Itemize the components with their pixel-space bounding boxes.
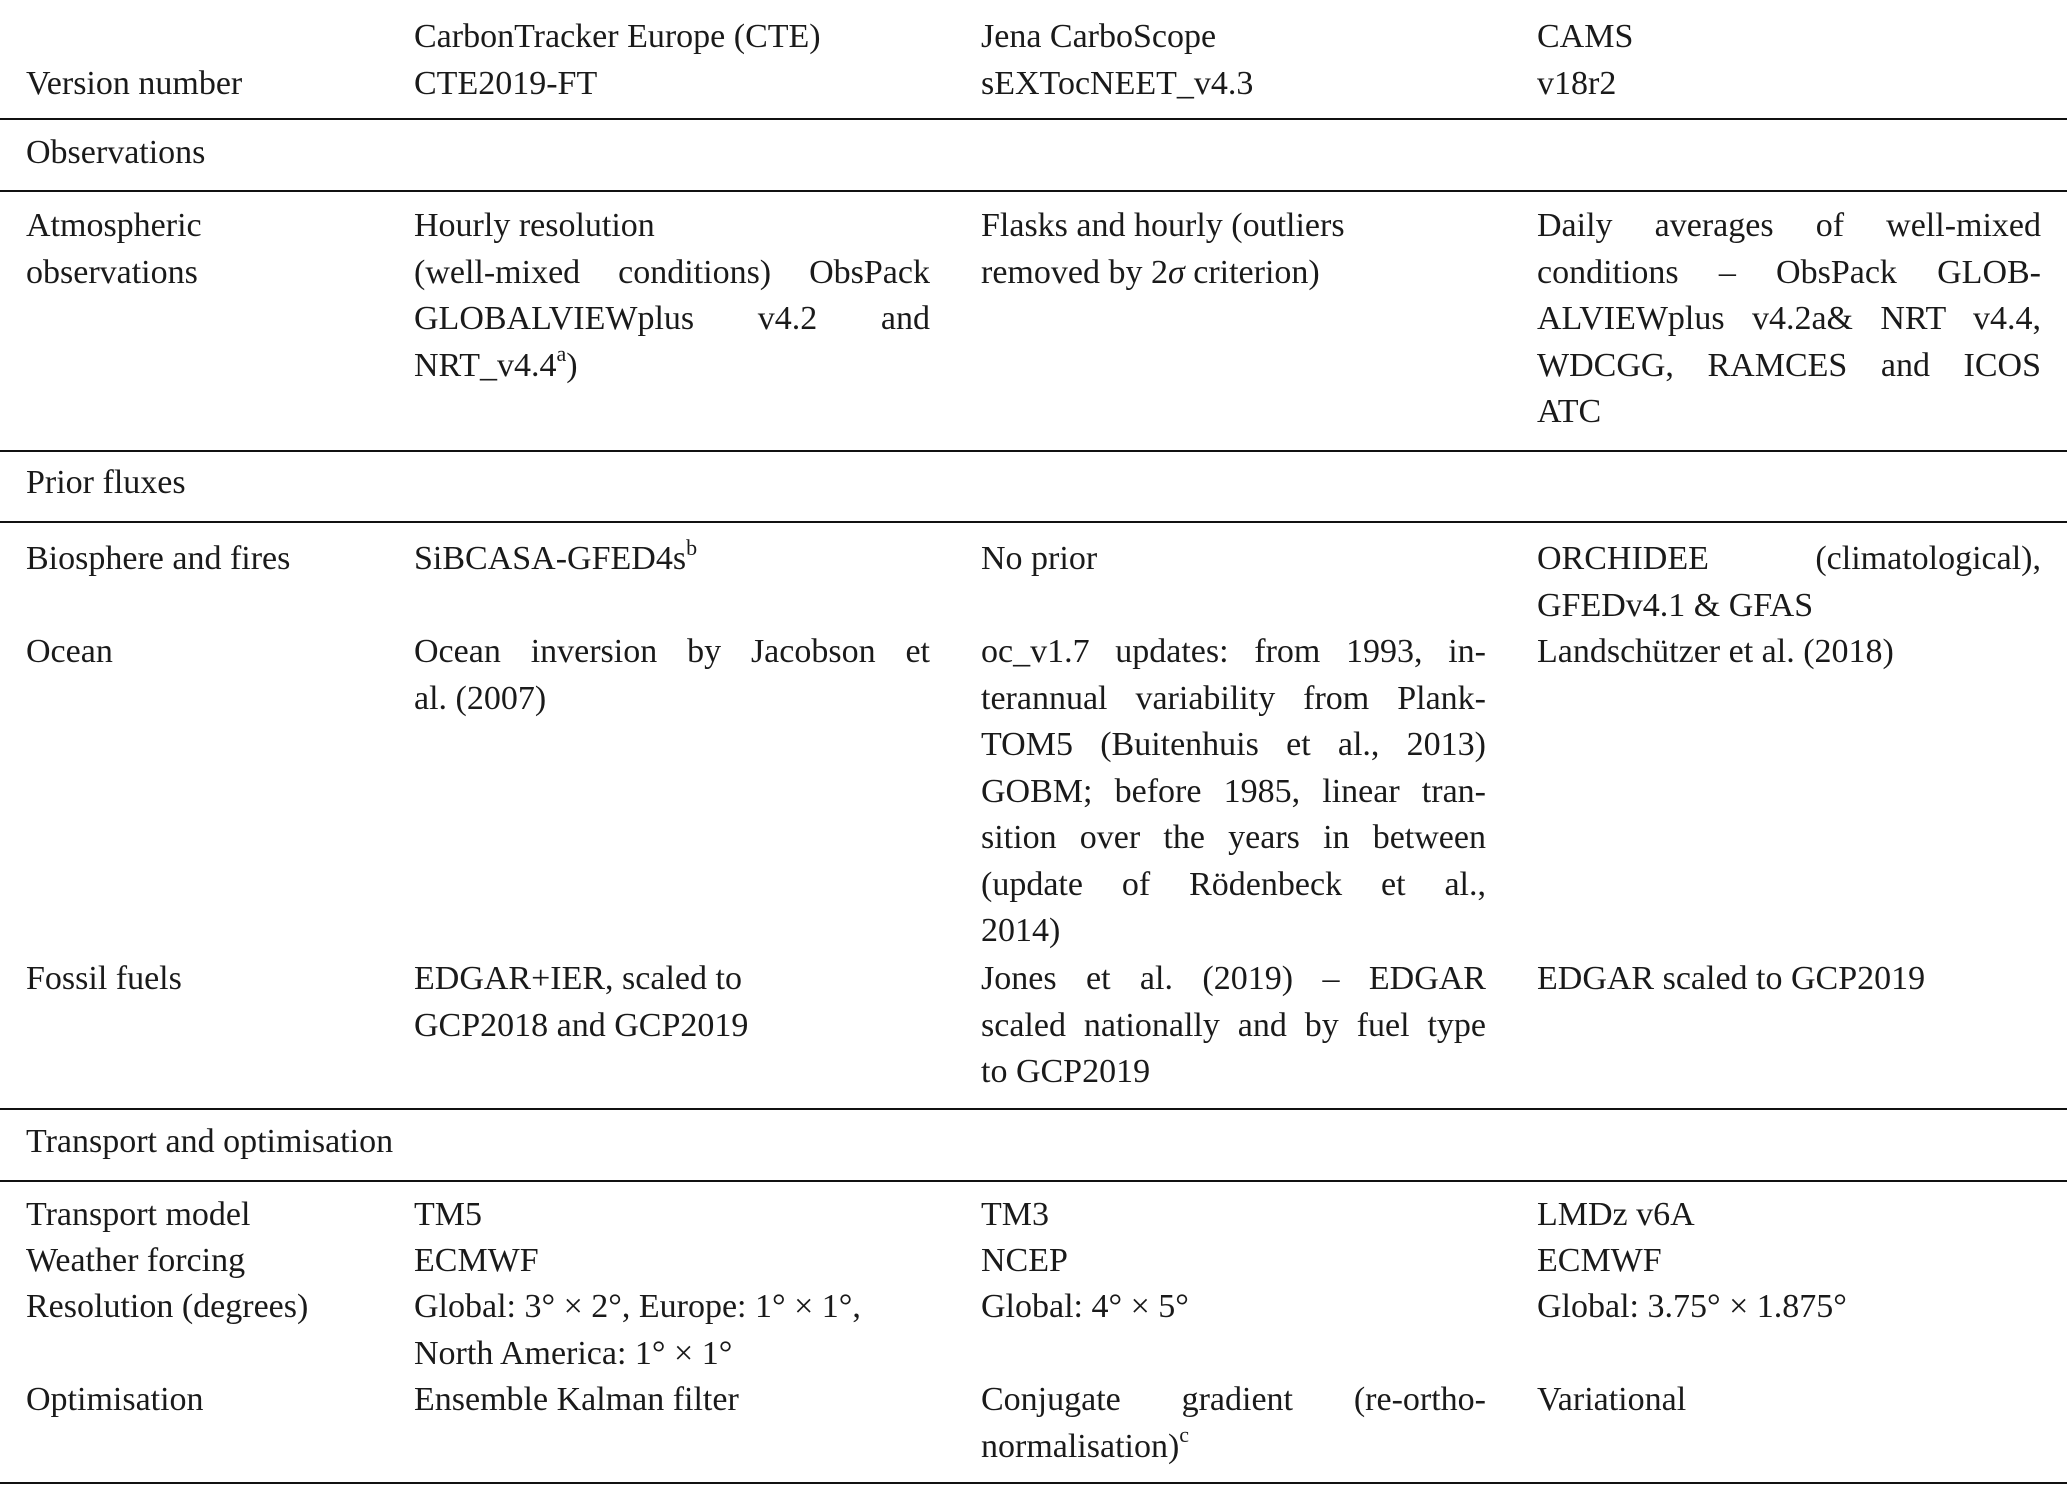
jena-name: Jena CarboScope [981,18,1217,55]
header-jena-cell [981,14,1486,107]
fossil-fuels-label: Fossil fuels [26,960,182,997]
jena-observations: Flasks and hourly (outliers removed by 2σ criterion) [981,207,1345,291]
rule-after-observations [0,450,2067,452]
jena-ocean: oc_v1.7 updates: from 1993, in- terannual variability from Plank- TOM5 (Buitenhuis et al., 2013) GOBM; before 1985, linear tran- sition over the years in between (update of Rödenbeck et al., 2014) [981,633,1486,949]
cte-resolution: Global: 3° × 2°, Europe: 1° × 1°, North America: 1° × 1° [414,1288,861,1372]
header-cams-cell [1537,14,2041,107]
rule-after-header [0,118,2067,120]
cte-transport-model: TM5 [414,1196,482,1233]
jena-weather: NCEP [981,1242,1068,1279]
jena-optimisation: Conjugate gradient (re-ortho- normalisation)$^c$ [981,1381,1486,1465]
cte-observations: Hourly resolution (well-mixed conditions) ObsPack GLOBALVIEWplus v4.2 and NRT_v4.4$^a$) [414,207,930,384]
atmospheric-observations-label: Atmospheric observations [26,207,202,291]
jena-resolution: Global: 4° × 5° [981,1288,1189,1325]
cams-biosphere: ORCHIDEE (climatological), GFEDv4.1 & GFAS [1537,540,2041,624]
cams-fossil: EDGAR scaled to GCP2019 [1537,960,1926,997]
cte-fossil: EDGAR+IER, scaled to GCP2018 and GCP2019 [414,960,749,1044]
jena-transport-model: TM3 [981,1196,1049,1233]
transport-model-label: Transport model [26,1196,251,1233]
header-label-cell [26,14,386,107]
cams-transport-model: LMDz v6A [1537,1196,1695,1233]
rule-after-prior-title [0,521,2067,523]
cams-weather: ECMWF [1537,1242,1662,1279]
section-observations: Observations [26,134,206,171]
rule-bottom [0,1482,2067,1484]
cams-name: CAMS [1537,18,1634,55]
rule-after-transport-title [0,1180,2067,1182]
rule-after-prior [0,1108,2067,1110]
footnote-c: c [1179,1422,1190,1448]
cte-biosphere: SiBCASA-$GFED4s^b$ [414,534,698,577]
cams-observations: Daily averages of well-mixed conditions – ObsPack GLOB- ALVIEWplus v4.2a& NRT v4.4, WDCGG, RAMCES and ICOS ATC [1537,207,2041,430]
footnote-b: b [686,534,698,560]
version-number-label: Version number [26,64,243,102]
cte-weather: ECMWF [414,1242,539,1279]
weather-forcing-label: Weather forcing [26,1242,246,1279]
cams-resolution: Global: 3.75° × 1.875° [1537,1288,1847,1325]
biosphere-label: Biosphere and fires [26,540,291,577]
cams-ocean: Landschützer et al. (2018) [1537,633,1894,670]
cams-version: v18r2 [1537,64,1617,102]
cte-optimisation: Ensemble Kalman filter [414,1381,739,1418]
footnote-a: a [556,341,567,367]
resolution-label: Resolution (degrees) [26,1288,309,1325]
section-prior-fluxes: Prior fluxes [26,464,186,501]
jena-biosphere: No prior [981,540,1098,577]
cams-optimisation: Variational [1537,1381,1687,1418]
rule-after-observations-title [0,190,2067,192]
ocean-label: Ocean [26,633,113,670]
cte-ocean: Ocean inversion by Jacobson et al. (2007) [414,633,930,717]
jena-fossil: Jones et al. (2019) – EDGAR scaled nationally and by fuel type to GCP2019 [981,960,1486,1090]
header-cte-cell [414,14,930,107]
optimisation-label: Optimisation [26,1381,204,1418]
cte-version: CTE2019-FT [414,64,598,102]
section-transport: Transport and optimisation [26,1123,394,1160]
jena-version: sEXTocNEET_v4.3 [981,64,1254,102]
cte-name: CarbonTracker Europe (CTE) [414,18,821,55]
